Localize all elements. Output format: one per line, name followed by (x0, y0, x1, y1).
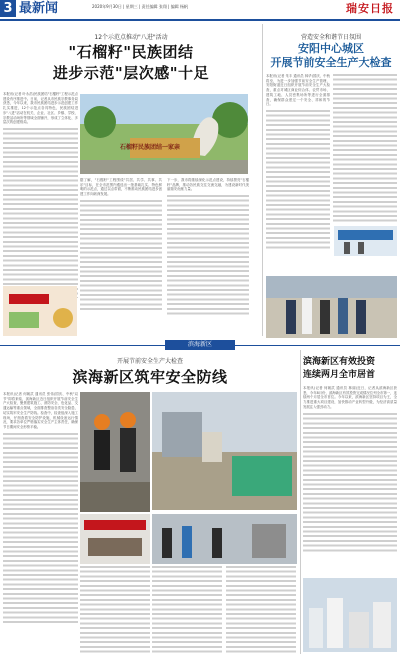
bottom-body-far-right (226, 566, 296, 654)
right-bottom-title-line2: 连续两月全市居首 (303, 370, 376, 380)
booth-photo (334, 226, 397, 256)
lead-body-left: 本报讯(记者 叶永浩)民族团结"石榴籽"工程示范点建设有序推进中。日前，记者从市民族宗教事务局获悉，今年以来，我市民族团结进步示范创建工作扎实推进，12个示范点各具特色，民族团结进步"八进"活动在机关、企业、社区、乡镇、学校、宗教活动场所等领域全面铺开，形成了立体化、多层次的创建格局。 (3, 92, 78, 340)
bottom-body-mid (80, 566, 150, 654)
lead-title-line2: 进步示范"层次感"十足 (52, 64, 210, 82)
right-top-body-cont (333, 74, 397, 224)
lead-body-mid: 据了解，"石榴籽"工程围绕"共居、共学、共事、共乐"目标，在全市范围内遴选出一批基础扎实、特色鲜明的示范点，通过以点带面，不断推动民族团结进步创建工作向纵深发展。 (80, 178, 162, 338)
section-banner: 滨海新区 (165, 340, 235, 350)
column-divider (262, 24, 263, 336)
right-top-kicker: 营造安全和谐节日氛围 (300, 34, 361, 41)
text-lines (3, 128, 78, 298)
lead-title-line1: "石榴籽"民族团结 (68, 43, 194, 61)
right-top-title-line2: 开展节前安全生产大检查 (270, 56, 392, 69)
text-lines (80, 200, 162, 310)
bottom-body-left: 本报讯(记者 何朝武 通讯员 张伟)国庆、中秋"双节"即将来临，滨海新区近日组织开展节前安全生产大检查，聚焦建筑施工、消防安全、危化品、交通运输等重点领域，全面排查整治各类安全隐患，切实筑牢安全生产防线。检查中，检查组深入施工现场，仔细查看安全防护设施、机械设备运行情况，要求各单位严格落实安全生产主体责任，确保节日期间安全形势平稳。 (3, 392, 78, 654)
newspaper-logo: 瑞安日报 (346, 2, 394, 15)
city-photo (303, 578, 397, 652)
right-top-body: 本报讯(记者 朱丰 通讯员 林华)国庆、中秋将至，为进一步加强节前安全生产管理，安阳街道近日组织开展节前安全生产大检查，重点对城区商业综合体、农贸市场、建筑工地、人员密集场所等进行全面排查，确保群众度过一个安全、祥和的节日。 (266, 74, 330, 274)
lead-body-right: 下一步，我市将继续深化示范点建设，持续擦亮"石榴籽"品牌，推动各民族交往交流交融，为建设新时代美丽瑞安贡献力量。 (167, 178, 249, 338)
bottom-kicker: 开展节前安全生产大检查 (116, 358, 183, 365)
workers-photo (80, 392, 150, 512)
promo-graphic (3, 286, 77, 336)
section-title: 最新闻 (19, 1, 59, 16)
bottom-title: 滨海新区筑牢安全防线 (72, 368, 228, 386)
right-bottom-title-line1: 滨海新区有效投资 (303, 357, 376, 367)
text-lines (3, 433, 78, 623)
text-lines (167, 195, 249, 315)
lead-photo (80, 94, 248, 174)
bottom-body-right (152, 566, 222, 654)
page-number: 3 (0, 0, 16, 17)
photo-caption: 石榴籽民族团结一家亲 (120, 144, 181, 151)
page-meta: 2020年9月30日 | 星期三 | 责任编辑 张翔 | 编辑 杨帆 (92, 4, 189, 9)
construction-photo (152, 392, 297, 510)
column-divider (300, 350, 301, 654)
lead-kicker: 12个示范点推动"八进"活动 (94, 34, 168, 41)
right-top-title-line1: 安阳中心城区 (298, 42, 364, 55)
site-visit-photo (152, 514, 297, 564)
meeting-photo (80, 514, 150, 564)
inspection-photo (266, 276, 397, 338)
text-lines (266, 110, 330, 250)
right-bottom-body: 本报讯(记者 何朝武 通讯员 林丽)近日，记者从滨海新区获悉，今年8月份，滨海新区有效投资完成情况位列全市第一，连续两个月居全市首位。今年以来，滨海新区坚持项目为王，全力推进重大项目建设，加快推动产业转型升级，为经济高质量发展注入强劲动力。 (303, 386, 397, 576)
text-lines (303, 413, 397, 553)
header-rule (0, 19, 400, 21)
